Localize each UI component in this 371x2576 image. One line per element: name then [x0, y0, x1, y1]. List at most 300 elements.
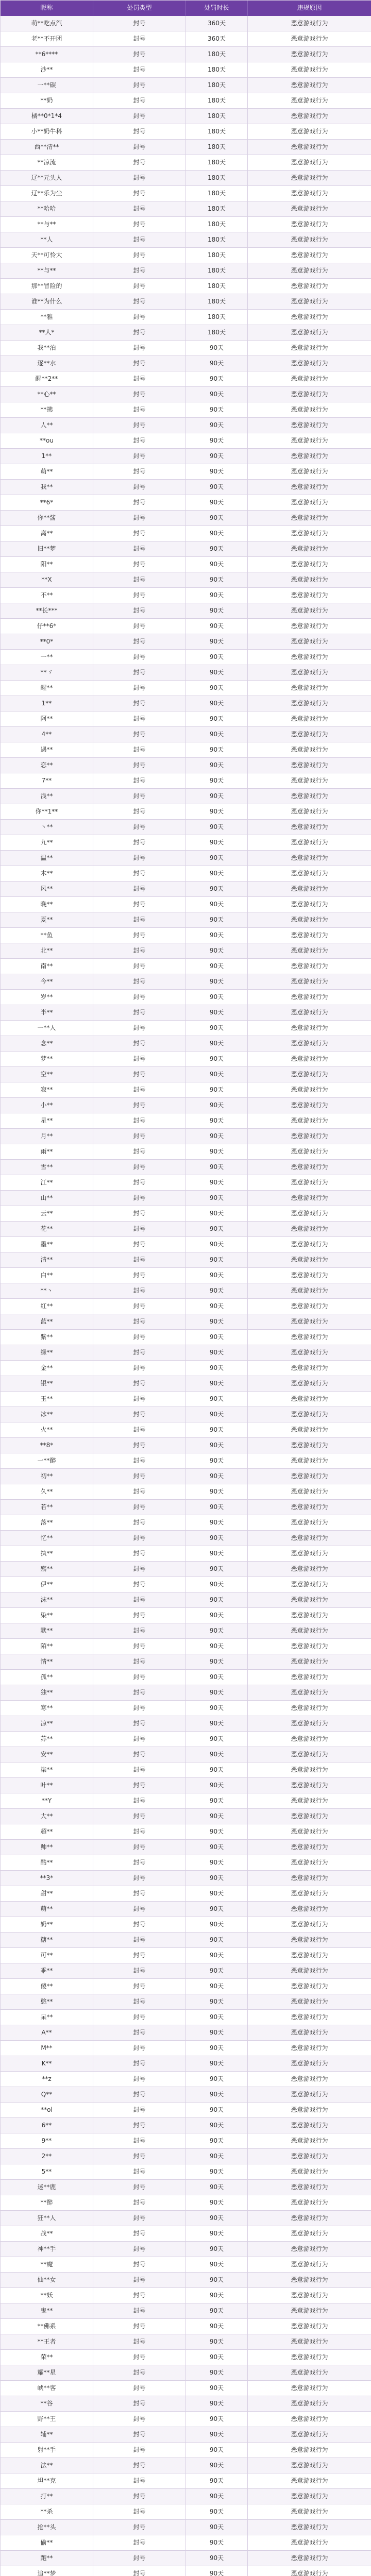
penalty-type-cell: 封号	[93, 2350, 186, 2365]
penalty-type-cell: 封号	[93, 62, 186, 78]
violation-reason-cell: 恶意游戏行为	[248, 232, 371, 248]
nickname-cell: 那**冒险的	[1, 279, 93, 294]
table-row	[1, 1747, 371, 1762]
penalty-type-cell: 封号	[93, 526, 186, 541]
table-row	[1, 974, 371, 990]
table-row	[1, 294, 371, 310]
penalty-duration-cell: 90天	[186, 2273, 248, 2288]
violation-reason-cell: 恶意游戏行为	[248, 449, 371, 464]
penalty-duration-cell: 180天	[186, 279, 248, 294]
nickname-cell: 北**	[1, 943, 93, 959]
penalty-type-cell: 封号	[93, 1963, 186, 1979]
violation-reason-cell: 恶意游戏行为	[248, 2242, 371, 2257]
penalty-type-cell: 封号	[93, 140, 186, 155]
table-row	[1, 1422, 371, 1438]
table-row	[1, 665, 371, 681]
nickname-cell: 萌**吃点汽	[1, 16, 93, 31]
penalty-type-cell: 封号	[93, 2396, 186, 2412]
penalty-duration-cell: 90天	[186, 681, 248, 696]
penalty-type-cell: 封号	[93, 1005, 186, 1021]
violation-reason-cell: 恶意游戏行为	[248, 2195, 371, 2211]
nickname-cell: 凉**	[1, 1716, 93, 1732]
table-row	[1, 789, 371, 804]
penalty-duration-cell: 90天	[186, 2041, 248, 2056]
violation-reason-cell: 恶意游戏行为	[248, 2458, 371, 2473]
table-row	[1, 2226, 371, 2242]
nickname-cell: 醒**	[1, 681, 93, 696]
table-row	[1, 650, 371, 665]
penalty-duration-cell: 90天	[186, 371, 248, 387]
penalty-type-cell: 封号	[93, 1283, 186, 1299]
penalty-type-cell: 封号	[93, 835, 186, 851]
penalty-type-cell: 封号	[93, 974, 186, 990]
penalty-type-cell: 封号	[93, 263, 186, 279]
violation-reason-cell: 恶意游戏行为	[248, 1453, 371, 1469]
nickname-cell: 战**	[1, 2226, 93, 2242]
penalty-duration-cell: 90天	[186, 2025, 248, 2041]
penalty-type-cell: 封号	[93, 1299, 186, 1314]
nickname-cell: 念**	[1, 1036, 93, 1052]
violation-reason-cell: 恶意游戏行为	[248, 2427, 371, 2443]
table-row	[1, 1392, 371, 1407]
penalty-duration-cell: 90天	[186, 959, 248, 974]
nickname-cell: 山**	[1, 1191, 93, 1206]
penalty-type-cell: 封号	[93, 1531, 186, 1546]
nickname-cell: 玉**	[1, 1392, 93, 1407]
penalty-type-cell: 封号	[93, 1592, 186, 1608]
nickname-cell: 鬼**	[1, 2303, 93, 2319]
penalty-type-cell: 封号	[93, 1175, 186, 1191]
penalty-duration-cell: 180天	[186, 93, 248, 109]
nickname-cell: **醉	[1, 2195, 93, 2211]
penalty-duration-cell: 90天	[186, 2520, 248, 2535]
nickname-cell: 老**不开团	[1, 31, 93, 47]
table-row	[1, 2412, 371, 2427]
penalty-type-cell: 封号	[93, 2118, 186, 2133]
nickname-cell: 江**	[1, 1175, 93, 1191]
violation-reason-cell: 恶意游戏行为	[248, 1314, 371, 1330]
penalty-duration-cell: 180天	[186, 140, 248, 155]
violation-reason-cell: 恶意游戏行为	[248, 2303, 371, 2319]
nickname-cell: 一**碳	[1, 78, 93, 93]
nickname-cell: **人*	[1, 325, 93, 341]
penalty-duration-cell: 90天	[186, 588, 248, 603]
penalty-duration-cell: 90天	[186, 1871, 248, 1886]
table-row	[1, 2103, 371, 2118]
table-row	[1, 1577, 371, 1592]
table-row	[1, 912, 371, 928]
violation-reason-cell: 恶意游戏行为	[248, 1237, 371, 1252]
table-row	[1, 62, 371, 78]
nickname-cell: 傻**	[1, 1979, 93, 1994]
violation-reason-cell: 恶意游戏行为	[248, 1191, 371, 1206]
penalty-duration-cell: 90天	[186, 1500, 248, 1515]
table-row	[1, 1237, 371, 1252]
nickname-cell: 墨**	[1, 1237, 93, 1252]
penalty-type-cell: 封号	[93, 820, 186, 835]
nickname-cell: 一**醉	[1, 1453, 93, 1469]
nickname-cell: 雪**	[1, 1160, 93, 1175]
penalty-type-cell: 封号	[93, 1778, 186, 1793]
violation-reason-cell: 恶意游戏行为	[248, 990, 371, 1005]
penalty-duration-cell: 90天	[186, 480, 248, 495]
penalty-type-cell: 封号	[93, 2056, 186, 2072]
violation-reason-cell: 恶意游戏行为	[248, 634, 371, 650]
penalty-duration-cell: 90天	[186, 928, 248, 943]
nickname-cell: 乖**	[1, 1963, 93, 1979]
penalty-duration-cell: 90天	[186, 1562, 248, 1577]
nickname-cell: 9**	[1, 2133, 93, 2149]
penalty-duration-cell: 90天	[186, 1685, 248, 1701]
penalty-duration-cell: 90天	[186, 402, 248, 418]
penalty-type-cell: 封号	[93, 1082, 186, 1098]
table-row	[1, 418, 371, 433]
violation-reason-cell: 恶意游戏行为	[248, 835, 371, 851]
penalty-type-cell: 封号	[93, 2164, 186, 2180]
penalty-duration-cell: 360天	[186, 16, 248, 31]
violation-reason-cell: 恶意游戏行为	[248, 1855, 371, 1871]
penalty-duration-cell: 180天	[186, 217, 248, 232]
violation-reason-cell: 恶意游戏行为	[248, 1098, 371, 1113]
penalty-duration-cell: 180天	[186, 263, 248, 279]
penalty-type-cell: 封号	[93, 851, 186, 866]
violation-reason-cell: 恶意游戏行为	[248, 851, 371, 866]
penalty-type-cell: 封号	[93, 696, 186, 711]
table-row	[1, 2396, 371, 2412]
penalty-type-cell: 封号	[93, 1608, 186, 1623]
penalty-duration-cell: 90天	[186, 2195, 248, 2211]
nickname-cell: 法**	[1, 2458, 93, 2473]
nickname-cell: 荣**	[1, 2350, 93, 2365]
violation-reason-cell: 恶意游戏行为	[248, 155, 371, 171]
nickname-cell: 橘**0*1*4	[1, 109, 93, 124]
table-row	[1, 2273, 371, 2288]
table-row	[1, 2319, 371, 2334]
penalty-type-cell: 封号	[93, 1237, 186, 1252]
nickname-cell: 6**	[1, 2118, 93, 2133]
table-row	[1, 93, 371, 109]
penalty-type-cell: 封号	[93, 2381, 186, 2396]
table-row	[1, 804, 371, 820]
table-row	[1, 1407, 371, 1422]
nickname-cell: 空**	[1, 1067, 93, 1082]
table-row	[1, 2566, 371, 2576]
penalty-duration-cell: 90天	[186, 1098, 248, 1113]
penalty-type-cell: 封号	[93, 557, 186, 572]
nickname-cell: 默**	[1, 1623, 93, 1639]
nickname-cell: 冰**	[1, 1407, 93, 1422]
table-row	[1, 1546, 371, 1562]
table-row	[1, 449, 371, 464]
table-row	[1, 1979, 371, 1994]
nickname-cell: **ゞ	[1, 665, 93, 681]
table-row	[1, 1144, 371, 1160]
nickname-cell: 小**奶牛科	[1, 124, 93, 140]
penalty-type-cell: 封号	[93, 1546, 186, 1562]
violation-reason-cell: 恶意游戏行为	[248, 1330, 371, 1345]
nickname-cell: 神**手	[1, 2242, 93, 2257]
penalty-type-cell: 封号	[93, 1577, 186, 1592]
violation-reason-cell: 恶意游戏行为	[248, 1438, 371, 1453]
penalty-duration-cell: 90天	[186, 1361, 248, 1376]
penalty-type-cell: 封号	[93, 588, 186, 603]
table-row	[1, 310, 371, 325]
penalty-type-cell: 封号	[93, 1855, 186, 1871]
penalty-duration-cell: 90天	[186, 2226, 248, 2242]
nickname-cell: 7**	[1, 773, 93, 789]
penalty-duration-cell: 90天	[186, 1515, 248, 1531]
penalty-duration-cell: 90天	[186, 2149, 248, 2164]
violation-reason-cell: 恶意游戏行为	[248, 1933, 371, 1948]
table-row	[1, 1052, 371, 1067]
penalty-duration-cell: 90天	[186, 2334, 248, 2350]
penalty-duration-cell: 90天	[186, 1191, 248, 1206]
penalty-duration-cell: 90天	[186, 1021, 248, 1036]
nickname-cell: 柒**	[1, 1762, 93, 1778]
penalty-duration-cell: 90天	[186, 835, 248, 851]
nickname-cell: 阿**	[1, 711, 93, 727]
penalty-type-cell: 封号	[93, 1701, 186, 1716]
violation-reason-cell: 恶意游戏行为	[248, 1175, 371, 1191]
penalty-type-cell: 封号	[93, 1840, 186, 1855]
penalty-type-cell: 封号	[93, 2443, 186, 2458]
violation-reason-cell: 恶意游戏行为	[248, 2520, 371, 2535]
penalty-duration-cell: 90天	[186, 758, 248, 773]
penalty-type-cell: 封号	[93, 2242, 186, 2257]
nickname-cell: **ou	[1, 433, 93, 449]
table-row	[1, 248, 371, 263]
violation-reason-cell: 恶意游戏行为	[248, 1407, 371, 1422]
violation-reason-cell: 恶意游戏行为	[248, 217, 371, 232]
penalty-type-cell: 封号	[93, 1160, 186, 1175]
penalty-type-cell: 封号	[93, 2504, 186, 2520]
violation-reason-cell: 恶意游戏行为	[248, 1793, 371, 1809]
nickname-cell: 甜**	[1, 1886, 93, 1902]
nickname-cell: 奶**	[1, 1917, 93, 1933]
penalty-duration-cell: 90天	[186, 619, 248, 634]
penalty-type-cell: 封号	[93, 201, 186, 217]
penalty-duration-cell: 90天	[186, 526, 248, 541]
table-row	[1, 681, 371, 696]
table-row	[1, 1670, 371, 1685]
nickname-cell: 醒**2**	[1, 371, 93, 387]
penalty-duration-cell: 90天	[186, 1546, 248, 1562]
table-row	[1, 2072, 371, 2087]
penalty-type-cell: 封号	[93, 1732, 186, 1747]
penalty-type-cell: 封号	[93, 495, 186, 511]
penalty-duration-cell: 90天	[186, 820, 248, 835]
table-row	[1, 1500, 371, 1515]
table-row	[1, 1608, 371, 1623]
penalty-duration-cell: 180天	[186, 232, 248, 248]
nickname-cell: 寂**	[1, 1082, 93, 1098]
table-row	[1, 1654, 371, 1670]
table-row	[1, 1793, 371, 1809]
violation-reason-cell: 恶意游戏行为	[248, 93, 371, 109]
violation-reason-cell: 恶意游戏行为	[248, 727, 371, 742]
penalty-type-cell: 封号	[93, 2041, 186, 2056]
penalty-duration-cell: 90天	[186, 1144, 248, 1160]
violation-reason-cell: 恶意游戏行为	[248, 866, 371, 882]
violation-reason-cell: 恶意游戏行为	[248, 526, 371, 541]
nickname-cell: 帅**	[1, 1840, 93, 1855]
nickname-cell: 执**	[1, 1546, 93, 1562]
violation-reason-cell: 恶意游戏行为	[248, 325, 371, 341]
penalty-duration-cell: 90天	[186, 1484, 248, 1500]
table-row	[1, 109, 371, 124]
table-row	[1, 1917, 371, 1933]
nickname-cell: 温**	[1, 851, 93, 866]
table-row	[1, 2056, 371, 2072]
violation-reason-cell: 恶意游戏行为	[248, 2535, 371, 2551]
violation-reason-cell: 恶意游戏行为	[248, 2072, 371, 2087]
penalty-duration-cell: 90天	[186, 1840, 248, 1855]
nickname-cell: 天**可怜大	[1, 248, 93, 263]
table-row	[1, 2489, 371, 2504]
table-row	[1, 1113, 371, 1129]
penalty-duration-cell: 90天	[186, 541, 248, 557]
nickname-cell: **人	[1, 232, 93, 248]
table-row	[1, 1716, 371, 1732]
nickname-cell: 风**	[1, 882, 93, 897]
penalty-duration-cell: 90天	[186, 1654, 248, 1670]
header-penalty-type: 处罚类型	[93, 1, 186, 16]
table-row	[1, 433, 371, 449]
violation-reason-cell: 恶意游戏行为	[248, 1654, 371, 1670]
penalty-duration-cell: 90天	[186, 2010, 248, 2025]
table-row	[1, 263, 371, 279]
penalty-type-cell: 封号	[93, 433, 186, 449]
nickname-cell: 旧**梦	[1, 541, 93, 557]
table-row	[1, 1206, 371, 1222]
violation-reason-cell: 恶意游戏行为	[248, 2350, 371, 2365]
table-row	[1, 2551, 371, 2566]
violation-reason-cell: 恶意游戏行为	[248, 2551, 371, 2566]
violation-reason-cell: 恶意游戏行为	[248, 1716, 371, 1732]
penalty-duration-cell: 90天	[186, 1175, 248, 1191]
violation-reason-cell: 恶意游戏行为	[248, 1067, 371, 1082]
nickname-cell: 恋**	[1, 758, 93, 773]
nickname-cell: 晚**	[1, 897, 93, 912]
penalty-type-cell: 封号	[93, 1469, 186, 1484]
penalty-duration-cell: 90天	[186, 2056, 248, 2072]
penalty-duration-cell: 90天	[186, 1252, 248, 1268]
violation-reason-cell: 恶意游戏行为	[248, 1005, 371, 1021]
penalty-type-cell: 封号	[93, 248, 186, 263]
penalty-type-cell: 封号	[93, 943, 186, 959]
violation-reason-cell: 恶意游戏行为	[248, 1422, 371, 1438]
penalty-duration-cell: 90天	[186, 387, 248, 402]
violation-reason-cell: 恶意游戏行为	[248, 665, 371, 681]
nickname-cell: 仙**女	[1, 2273, 93, 2288]
violation-reason-cell: 恶意游戏行为	[248, 2103, 371, 2118]
nickname-cell: 清**	[1, 1252, 93, 1268]
penalty-duration-cell: 90天	[186, 2133, 248, 2149]
penalty-duration-cell: 90天	[186, 2365, 248, 2381]
nickname-cell: 一**人	[1, 1021, 93, 1036]
penalty-type-cell: 封号	[93, 2535, 186, 2551]
table-row	[1, 2087, 371, 2103]
table-row	[1, 1082, 371, 1098]
table-row	[1, 572, 371, 588]
penalty-type-cell: 封号	[93, 1052, 186, 1067]
penalty-type-cell: 封号	[93, 1453, 186, 1469]
violation-reason-cell: 恶意游戏行为	[248, 2443, 371, 2458]
penalty-duration-cell: 180天	[186, 171, 248, 186]
table-row	[1, 2427, 371, 2443]
nickname-cell: **丶	[1, 1283, 93, 1299]
penalty-duration-cell: 90天	[186, 1855, 248, 1871]
nickname-cell: 星**	[1, 1113, 93, 1129]
penalty-type-cell: 封号	[93, 2319, 186, 2334]
table-row	[1, 943, 371, 959]
table-row	[1, 1191, 371, 1206]
table-row	[1, 2242, 371, 2257]
penalty-duration-cell: 90天	[186, 1314, 248, 1330]
table-row	[1, 47, 371, 62]
penalty-type-cell: 封号	[93, 804, 186, 820]
table-row	[1, 1902, 371, 1917]
violation-reason-cell: 恶意游戏行为	[248, 1531, 371, 1546]
violation-reason-cell: 恶意游戏行为	[248, 820, 371, 835]
penalty-duration-cell: 90天	[186, 1469, 248, 1484]
nickname-cell: 耀**星	[1, 2365, 93, 2381]
nickname-cell: 情**	[1, 1654, 93, 1670]
violation-reason-cell: 恶意游戏行为	[248, 1469, 371, 1484]
violation-reason-cell: 恶意游戏行为	[248, 1701, 371, 1716]
violation-reason-cell: 恶意游戏行为	[248, 1994, 371, 2010]
table-row	[1, 2443, 371, 2458]
table-row	[1, 155, 371, 171]
penalty-type-cell: 封号	[93, 928, 186, 943]
penalty-type-cell: 封号	[93, 1917, 186, 1933]
nickname-cell: **0*	[1, 634, 93, 650]
table-row	[1, 1376, 371, 1392]
table-row	[1, 1933, 371, 1948]
table-row	[1, 2149, 371, 2164]
table-row	[1, 2473, 371, 2489]
penalty-duration-cell: 90天	[186, 1237, 248, 1252]
penalty-duration-cell: 90天	[186, 1067, 248, 1082]
penalty-duration-cell: 90天	[186, 1283, 248, 1299]
violation-reason-cell: 恶意游戏行为	[248, 1052, 371, 1067]
table-row	[1, 1252, 371, 1268]
table-row	[1, 1623, 371, 1639]
penalty-type-cell: 封号	[93, 371, 186, 387]
table-row	[1, 1840, 371, 1855]
nickname-cell: 坦**克	[1, 2473, 93, 2489]
violation-reason-cell: 恶意游戏行为	[248, 1392, 371, 1407]
nickname-cell: 1**	[1, 449, 93, 464]
violation-reason-cell: 恶意游戏行为	[248, 310, 371, 325]
penalty-type-cell: 封号	[93, 727, 186, 742]
violation-reason-cell: 恶意游戏行为	[248, 1902, 371, 1917]
penalty-type-cell: 封号	[93, 1716, 186, 1732]
table-row	[1, 1562, 371, 1577]
violation-reason-cell: 恶意游戏行为	[248, 959, 371, 974]
penalty-type-cell: 封号	[93, 959, 186, 974]
violation-reason-cell: 恶意游戏行为	[248, 1963, 371, 1979]
penalty-type-cell: 封号	[93, 2087, 186, 2103]
penalty-type-cell: 封号	[93, 155, 186, 171]
nickname-cell: 银**	[1, 1376, 93, 1392]
penalty-duration-cell: 90天	[186, 650, 248, 665]
nickname-cell: 云**	[1, 1206, 93, 1222]
penalty-duration-cell: 180天	[186, 294, 248, 310]
table-row	[1, 387, 371, 402]
table-row	[1, 480, 371, 495]
nickname-cell: 人**	[1, 418, 93, 433]
